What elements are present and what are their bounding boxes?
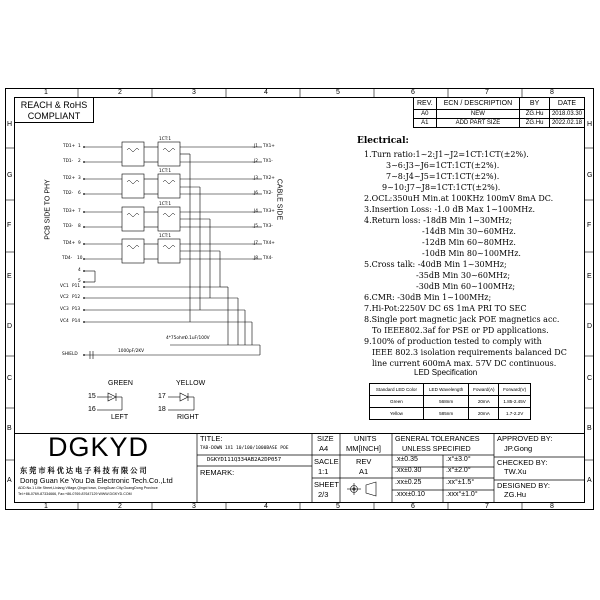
rev-row-2-rev: A1 <box>414 119 437 128</box>
led-row-yellow-forward-v: 1.7-2.2V <box>499 408 531 420</box>
left-pin-10-num: 5 <box>78 279 81 284</box>
resistor-note: 4*75ohm <box>166 336 186 341</box>
electrical-line-3: 7~8:J4~J5=1CT:1CT(±2%). <box>386 172 500 181</box>
designed-value: ZG.Hu <box>504 490 527 499</box>
led-row-yellow-forward-a: 20mA <box>469 408 499 420</box>
led-green-label: GREEN <box>108 380 133 387</box>
ruler-row-d: D <box>7 323 13 330</box>
led-row-green-color: Green <box>370 396 424 408</box>
ruler-row-h: H <box>7 121 13 128</box>
checked-value: TW.Xu <box>504 467 527 476</box>
rev-label: REV <box>356 457 372 466</box>
tol-angle-2: .x°±2.0° <box>446 467 471 474</box>
led-row-yellow-color: Yellow <box>370 408 424 420</box>
tol-linear-2: .xx±0.30 <box>395 467 422 474</box>
led-header-wavelength: LED Wavelength <box>423 384 469 396</box>
ruler-row-f-right: F <box>587 222 592 229</box>
electrical-line-2: 3~6:J3~J6=1CT:1CT(±2%). <box>386 161 500 170</box>
led-left-name: LEFT <box>111 414 129 421</box>
left-pin-6-label: TD3- <box>63 224 74 229</box>
ruler-row-e-right: E <box>587 273 592 280</box>
ruler-row-a: A <box>7 477 12 484</box>
cap-note-2: 1000pF/2KV <box>118 349 145 354</box>
electrical-line-9: -12dB Min 60~80MHz. <box>422 238 516 247</box>
vc1-pin: P11 <box>72 284 81 289</box>
ruler-col-8: 8 <box>550 89 554 96</box>
ruler-row-g: G <box>7 172 13 179</box>
rev-row-1-desc: NEW <box>436 110 520 119</box>
right-pin-4-sig: TX2- <box>263 191 273 196</box>
electrical-line-11: 5.Cross talk: -40dB Min 1~30MHz; <box>364 260 507 269</box>
ruler-row-a-right: A <box>587 477 592 484</box>
electrical-line-10: -10dB Min 80~100MHz. <box>422 249 521 258</box>
units-label: UNITS <box>354 434 377 443</box>
right-pin-7-label: J7 <box>254 241 259 246</box>
ruler-col-4-bottom: 4 <box>264 503 268 510</box>
electrical-line-16: 8.Single port magnetic jack POE magnetics acc. <box>364 315 560 324</box>
rev-header-date: DATE <box>549 98 584 110</box>
electrical-line-12: -35dB Min 30~60MHz; <box>416 271 511 280</box>
rev-row-1-date: 2018.03.30 <box>549 110 584 119</box>
left-pin-6-num: 8 <box>78 224 81 229</box>
right-pin-3-label: J3 <box>254 176 259 181</box>
tol-angle-1: .x°±3.0° <box>446 456 471 463</box>
electrical-line-6: 3.Insertion Loss: -1.0 dB Max 1~100MHz. <box>364 205 535 214</box>
vc2-label: VC2 <box>60 295 69 300</box>
company-logo: DGKYD <box>48 432 150 462</box>
left-pin-8-label: TD4- <box>62 256 73 261</box>
right-pin-5-label: J4 <box>254 209 259 214</box>
right-pin-6-sig: TX3- <box>263 224 273 229</box>
led-row-yellow-wavelength: 585nm <box>423 408 469 420</box>
electrical-line-5: 2.OCL:350uH Min.at 100KHz 100mV 8mA DC. <box>364 194 554 203</box>
ruler-col-1-bottom: 1 <box>44 503 48 510</box>
transformer-4-label: 1CT:1 <box>159 234 172 239</box>
rev-row-2-by: ZG.Hu <box>520 119 550 128</box>
shield-label: SHIELD <box>62 352 78 357</box>
left-pin-2-num: 2 <box>78 159 81 164</box>
right-pin-6-label: J5 <box>254 224 259 229</box>
left-pin-3-num: 3 <box>78 176 81 181</box>
scale-label: SACLE <box>314 457 339 466</box>
right-pin-8-sig: TX4- <box>263 256 273 261</box>
transformer-1-label: 1CT:1 <box>159 137 172 142</box>
vc4-pin: P14 <box>72 319 81 324</box>
ruler-col-6: 6 <box>411 89 415 96</box>
led-right-pin-18: 18 <box>158 406 166 413</box>
left-pin-2-label: TD1- <box>63 159 74 164</box>
left-pin-9-num: 4 <box>78 268 81 273</box>
company-address: ADD:No.1 Lilie Street,Lixiang Village,Qingxi town, DongGuan City,GuangDong Province <box>18 486 158 490</box>
electrical-line-4: 9~10:J7~J8=1CT:1CT(±2%). <box>382 183 501 192</box>
electrical-line-7: 4.Return loss: -18dB Min 1~30MHz; <box>364 216 513 225</box>
electrical-line-19: IEEE 802.3 isolation requirements balanced DC <box>372 348 567 357</box>
cable-side-label: CABLE SIDE <box>275 178 283 221</box>
ruler-col-7: 7 <box>485 89 489 96</box>
electrical-line-13: -30dB Min 60~100MHz; <box>416 282 516 291</box>
led-header-forward-a: Foward(A) <box>469 384 499 396</box>
led-header-color: Standard LED Color <box>370 384 424 396</box>
led-row-green-forward-v: 1.85-2.45V <box>499 396 531 408</box>
tol-linear-3: .xx±0.25 <box>395 479 422 486</box>
tol-linear-1: .x±0.35 <box>395 456 418 463</box>
ruler-row-c: C <box>7 375 13 382</box>
electrical-line-8: -14dB Min 30~60MHz. <box>422 227 516 236</box>
electrical-line-18: 9.100% of production tested to comply with <box>364 337 542 346</box>
rev-row-2-date: 2022.02.18 <box>549 119 584 128</box>
tolerance-title-2: UNLESS SPECIFIED <box>402 444 471 453</box>
led-row-green-wavelength: 568nm <box>423 396 469 408</box>
ruler-col-2-bottom: 2 <box>118 503 122 510</box>
rev-row-1-rev: A0 <box>414 110 437 119</box>
remark-label: REMARK: <box>200 468 235 477</box>
vc4-label: VC4 <box>60 319 69 324</box>
led-right-name: RIGHT <box>177 414 199 421</box>
part-number: DGKYD111Q334AB2A2DP057 <box>207 457 282 463</box>
size-value: A4 <box>319 444 329 453</box>
tol-linear-4: .xxx±0.10 <box>395 491 425 498</box>
electrical-title: Electrical: <box>357 136 409 146</box>
transformer-3-label: 1CT:1 <box>159 202 172 207</box>
led-spec-title: LED Specification <box>414 368 478 377</box>
vc1-label: VC1 <box>60 284 69 289</box>
ruler-row-f: F <box>7 222 12 229</box>
right-pin-1-label: J1 <box>254 144 259 149</box>
ruler-col-6-bottom: 6 <box>411 503 415 510</box>
led-left-pin-15: 15 <box>88 393 96 400</box>
electrical-line-14: 6.CMR: -30dB Min 1~100MHz; <box>364 293 492 302</box>
electrical-line-15: 7.Hi-Pot:2250V DC 6S 1mA PRI TO SEC <box>364 304 527 313</box>
ruler-row-d-right: D <box>587 323 593 330</box>
right-pin-2-sig: TX1- <box>263 159 273 164</box>
sheet-label: SHEET <box>314 480 340 489</box>
left-pin-5-label: TD3+ <box>63 209 76 214</box>
left-pin-7-label: TD4+ <box>63 241 76 246</box>
right-pin-3-sig: TX2+ <box>263 176 275 181</box>
compliance-line-1: REACH & RoHS <box>20 100 88 110</box>
right-pin-2-label: J2 <box>254 159 259 164</box>
scale-value: 1:1 <box>318 467 329 476</box>
approved-value: JP.Gong <box>504 444 533 453</box>
ruler-row-g-right: G <box>587 172 593 179</box>
led-row-green-forward-a: 20mA <box>469 396 499 408</box>
compliance-line-2: COMPLIANT <box>27 111 81 121</box>
ruler-row-h-right: H <box>587 121 593 128</box>
checked-label: CHECKED BY: <box>497 458 548 467</box>
ruler-col-3-bottom: 3 <box>192 503 196 510</box>
designed-label: DESIGNED BY: <box>497 481 550 490</box>
title-value: TAB-DOWN 1X1 10/100/1000BASE POE <box>200 446 289 451</box>
ruler-col-5: 5 <box>336 89 340 96</box>
sheet-value: 2/3 <box>318 490 329 499</box>
pcb-side-label: PCB SIDE TO PHY <box>44 179 52 240</box>
company-name-en: Dong Guan Ke You Da Electronic Tech.Co.,Ltd <box>20 476 173 485</box>
electrical-line-1: 1.Turn ratio:1~2:J1~J2=1CT:1CT(±2%). <box>364 150 529 159</box>
ruler-row-c-right: C <box>587 375 593 382</box>
ruler-col-4: 4 <box>264 89 268 96</box>
rev-row-1-by: ZG.Hu <box>520 110 550 119</box>
tolerance-title-1: GENERAL TOLERANCES <box>395 434 480 443</box>
right-pin-5-sig: TX3+ <box>263 209 275 214</box>
left-pin-7-num: 9 <box>78 241 81 246</box>
company-name-cn: 东 莞 市 科 优 达 电 子 科 技 有 限 公 司 <box>20 466 147 475</box>
ruler-col-2: 2 <box>118 89 122 96</box>
vc3-pin: P13 <box>72 307 81 312</box>
right-pin-8-label: J8 <box>254 256 259 261</box>
company-contact: Tel:+86-0769-87334666, Fax:+86-0769-87647129 WWW.DGKYD.COM <box>18 492 132 496</box>
cap-note-1: 0.1uF/100V <box>185 336 210 341</box>
electrical-line-20: line current 600mA max. 57V DC continuous. <box>372 359 557 368</box>
left-pin-1-label: TD1+ <box>63 144 76 149</box>
led-left-pin-16: 16 <box>88 406 96 413</box>
led-right-pin-17: 17 <box>158 393 166 400</box>
rev-header-rev: REV. <box>414 98 437 110</box>
led-yellow-label: YELLOW <box>176 380 206 387</box>
left-pin-4-num: 6 <box>78 191 81 196</box>
electrical-line-17: To IEEE802.3af for PSE or PD applications. <box>372 326 549 335</box>
rev-header-by: BY <box>520 98 550 110</box>
right-pin-7-sig: TX4+ <box>263 241 275 246</box>
led-header-forward-v: Forward(V) <box>499 384 531 396</box>
tol-angle-3: .xx°±1.5° <box>446 479 475 486</box>
vc2-pin: P12 <box>72 295 81 300</box>
size-label: SIZE <box>317 434 334 443</box>
left-pin-8-num: 10 <box>77 256 83 261</box>
rev-row-2-desc: ADD PART SIZE <box>436 119 520 128</box>
ruler-col-5-bottom: 5 <box>336 503 340 510</box>
rev-header-desc: ECN / DESCRIPTION <box>436 98 520 110</box>
left-pin-3-label: TD2+ <box>63 176 76 181</box>
ruler-row-b-right: B <box>587 425 592 432</box>
units-value: MM[INCH] <box>346 444 381 453</box>
right-pin-1-sig: TX1+ <box>263 144 275 149</box>
ruler-col-1: 1 <box>44 89 48 96</box>
ruler-row-b: B <box>7 425 12 432</box>
ruler-row-e: E <box>7 273 12 280</box>
tol-angle-4: .xxx°±1.0° <box>446 491 478 498</box>
right-pin-4-label: J6 <box>254 191 259 196</box>
approved-label: APPROVED BY: <box>497 434 553 443</box>
ruler-col-3: 3 <box>192 89 196 96</box>
left-pin-5-num: 7 <box>78 209 81 214</box>
transformer-2-label: 1CT:1 <box>159 169 172 174</box>
ruler-col-7-bottom: 7 <box>485 503 489 510</box>
title-label: TITLE: <box>200 434 223 443</box>
left-pin-1-num: 1 <box>78 144 81 149</box>
rev-value: A1 <box>359 467 369 476</box>
ruler-col-8-bottom: 8 <box>550 503 554 510</box>
left-pin-4-label: TD2- <box>63 191 74 196</box>
vc3-label: VC3 <box>60 307 69 312</box>
